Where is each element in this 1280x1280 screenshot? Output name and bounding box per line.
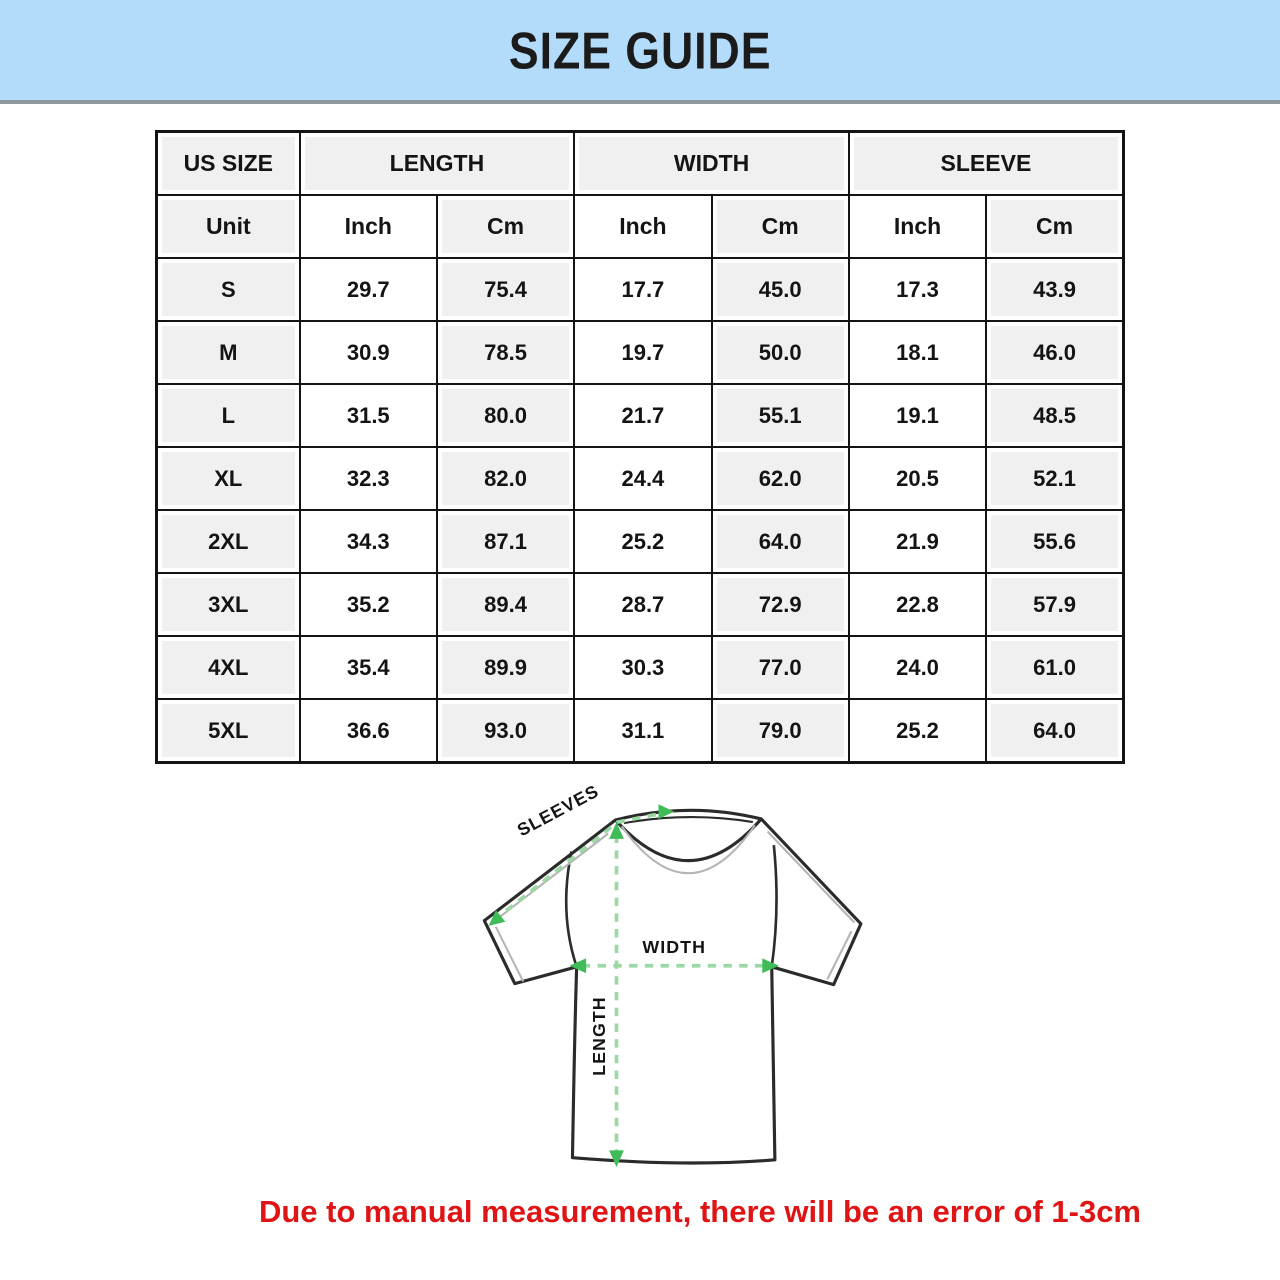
value-cell: 30.3 <box>574 636 711 699</box>
value-cell: 24.4 <box>574 447 711 510</box>
value-cell: 48.5 <box>986 384 1123 447</box>
value-cell: 31.1 <box>574 699 711 763</box>
unit-row <box>157 195 1124 258</box>
value-cell: 77.0 <box>712 636 849 699</box>
length-label: LENGTH <box>588 996 609 1076</box>
measurement-note: Due to manual measurement, there will be an error of 1-3cm <box>258 1194 1142 1229</box>
table-row <box>157 699 1124 763</box>
table-row <box>157 447 1124 510</box>
unit-cell: Inch <box>574 195 711 258</box>
tshirt-illustration <box>455 782 885 1181</box>
value-cell: 18.1 <box>849 321 986 384</box>
value-cell: 78.5 <box>437 321 574 384</box>
value-cell: 25.2 <box>849 699 986 763</box>
size-table <box>155 130 1125 764</box>
value-cell: 24.0 <box>849 636 986 699</box>
column-group-row <box>157 132 1124 196</box>
value-cell: 43.9 <box>986 258 1123 321</box>
length-header: LENGTH <box>300 132 575 196</box>
value-cell: 93.0 <box>437 699 574 763</box>
unit-label: Unit <box>157 195 300 258</box>
value-cell: 31.5 <box>300 384 437 447</box>
size-table-body <box>157 258 1124 763</box>
value-cell: 64.0 <box>712 510 849 573</box>
value-cell: 29.7 <box>300 258 437 321</box>
value-cell: 80.0 <box>437 384 574 447</box>
size-cell: M <box>157 321 300 384</box>
value-cell: 19.7 <box>574 321 711 384</box>
size-cell: 2XL <box>157 510 300 573</box>
size-guide-banner <box>0 0 1280 104</box>
unit-cell: Cm <box>986 195 1123 258</box>
value-cell: 22.8 <box>849 573 986 636</box>
value-cell: 34.3 <box>300 510 437 573</box>
size-cell: 4XL <box>157 636 300 699</box>
unit-cell: Cm <box>437 195 574 258</box>
value-cell: 35.4 <box>300 636 437 699</box>
value-cell: 57.9 <box>986 573 1123 636</box>
table-row <box>157 636 1124 699</box>
value-cell: 52.1 <box>986 447 1123 510</box>
value-cell: 45.0 <box>712 258 849 321</box>
us-size-header: US SIZE <box>157 132 300 196</box>
size-cell: XL <box>157 447 300 510</box>
value-cell: 55.1 <box>712 384 849 447</box>
value-cell: 87.1 <box>437 510 574 573</box>
tshirt-outline <box>484 810 861 1163</box>
size-table-header <box>157 132 1124 259</box>
size-cell: S <box>157 258 300 321</box>
value-cell: 72.9 <box>712 573 849 636</box>
value-cell: 62.0 <box>712 447 849 510</box>
value-cell: 30.9 <box>300 321 437 384</box>
value-cell: 79.0 <box>712 699 849 763</box>
value-cell: 64.0 <box>986 699 1123 763</box>
table-row <box>157 321 1124 384</box>
value-cell: 32.3 <box>300 447 437 510</box>
value-cell: 61.0 <box>986 636 1123 699</box>
width-header: WIDTH <box>574 132 849 196</box>
value-cell: 46.0 <box>986 321 1123 384</box>
tshirt-diagram <box>30 782 1280 1186</box>
table-row <box>157 384 1124 447</box>
value-cell: 89.9 <box>437 636 574 699</box>
sleeves-label: SLEEVES <box>513 782 603 841</box>
value-cell: 28.7 <box>574 573 711 636</box>
value-cell: 25.2 <box>574 510 711 573</box>
value-cell: 21.7 <box>574 384 711 447</box>
sleeve-header: SLEEVE <box>849 132 1124 196</box>
value-cell: 20.5 <box>849 447 986 510</box>
table-row <box>157 573 1124 636</box>
value-cell: 21.9 <box>849 510 986 573</box>
value-cell: 75.4 <box>437 258 574 321</box>
page-title: SIZE GUIDE <box>508 20 772 80</box>
unit-cell: Inch <box>849 195 986 258</box>
value-cell: 82.0 <box>437 447 574 510</box>
unit-cell: Cm <box>712 195 849 258</box>
value-cell: 19.1 <box>849 384 986 447</box>
value-cell: 17.7 <box>574 258 711 321</box>
unit-cell: Inch <box>300 195 437 258</box>
value-cell: 50.0 <box>712 321 849 384</box>
size-cell: 5XL <box>157 699 300 763</box>
value-cell: 35.2 <box>300 573 437 636</box>
value-cell: 36.6 <box>300 699 437 763</box>
size-cell: 3XL <box>157 573 300 636</box>
size-cell: L <box>157 384 300 447</box>
value-cell: 89.4 <box>437 573 574 636</box>
table-row <box>157 510 1124 573</box>
value-cell: 55.6 <box>986 510 1123 573</box>
width-label: WIDTH <box>642 937 707 958</box>
value-cell: 17.3 <box>849 258 986 321</box>
table-row <box>157 258 1124 321</box>
